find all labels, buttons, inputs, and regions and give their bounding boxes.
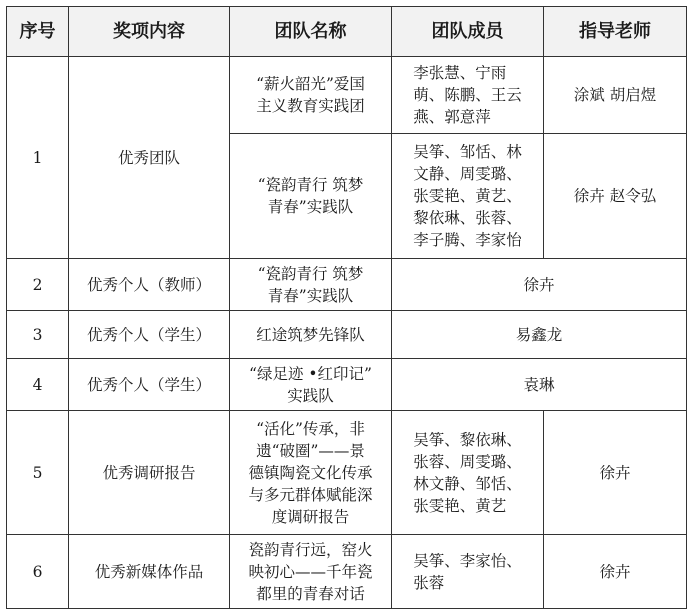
row-award: 优秀个人（学生） [69, 359, 230, 411]
row-advisor: 徐卉 赵令弘 [544, 134, 687, 259]
table-row [7, 411, 687, 535]
awards-table [6, 6, 687, 609]
row-index: 2 [7, 259, 69, 311]
row-award: 优秀团队 [69, 57, 230, 259]
header-team: 团队名称 [230, 7, 392, 57]
row-award: 优秀个人（学生） [69, 311, 230, 359]
row-members: 吴筝、黎依琳、 张蓉、周雯璐、 林文静、邹恬、 张雯艳、黄艺 [392, 411, 544, 535]
row-members: 李张慧、宁雨 萌、陈鹏、王云 燕、郭意萍 [392, 57, 544, 134]
header-members: 团队成员 [392, 7, 544, 57]
row-team: 红途筑梦先锋队 [230, 311, 392, 359]
row-team: “瓷韵青行 筑梦 青春”实践队 [230, 134, 392, 259]
row-team: “活化”传承，非 遗“破圈”——景 德镇陶瓷文化传承 与多元群体赋能深 度调研报告 [230, 411, 392, 535]
row-index: 1 [7, 57, 69, 259]
row-members: 易鑫龙 [392, 311, 687, 359]
row-index: 5 [7, 411, 69, 535]
table-row [7, 57, 687, 134]
table-row [7, 359, 687, 411]
header-row [7, 7, 687, 57]
header-advisor: 指导老师 [544, 7, 687, 57]
row-index: 4 [7, 359, 69, 411]
table-row [7, 311, 687, 359]
table-row [7, 535, 687, 609]
row-advisor: 徐卉 [544, 535, 687, 609]
row-award: 优秀新媒体作品 [69, 535, 230, 609]
row-members: 吴筝、李家怡、 张蓉 [392, 535, 544, 609]
row-members: 徐卉 [392, 259, 687, 311]
row-team: “瓷韵青行 筑梦 青春”实践队 [230, 259, 392, 311]
header-award: 奖项内容 [69, 7, 230, 57]
row-index: 3 [7, 311, 69, 359]
header-index: 序号 [7, 7, 69, 57]
row-team: “薪火韶光”爱国 主义教育实践团 [230, 57, 392, 134]
table-row [7, 259, 687, 311]
row-index: 6 [7, 535, 69, 609]
row-advisor: 涂斌 胡启煜 [544, 57, 687, 134]
row-award: 优秀个人（教师） [69, 259, 230, 311]
row-team: 瓷韵青行远，窑火 映初心——千年瓷 都里的青春对话 [230, 535, 392, 609]
row-members: 袁琳 [392, 359, 687, 411]
row-members: 吴筝、邹恬、林 文静、周雯璐、 张雯艳、黄艺、 黎依琳、张蓉、 李子腾、李家怡 [392, 134, 544, 259]
row-team: “绿足迹 •红印记” 实践队 [230, 359, 392, 411]
row-award: 优秀调研报告 [69, 411, 230, 535]
row-advisor: 徐卉 [544, 411, 687, 535]
